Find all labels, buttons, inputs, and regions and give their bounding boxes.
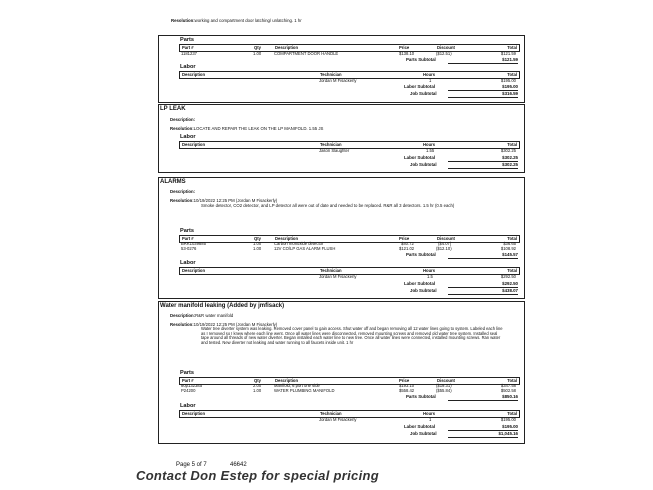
resolution-paragraph: Water tree diverter system was leaking. Removed cover panel to gain access. Shut water off and began removing all 12 water lines going to system. Labeled each line as I removed so I knew where each line went. Once all water lines were disconnected, removed mounting screws and removed old water tree system. Installed seal tape around all threads of new water diverter. Began installed each water line to new tree. Once all water lines were connected, installed mounting screws. Ran water and tested. New diverter not leaking and water running to all faucets inside unit. 1 hr (201, 326, 503, 345)
parts-subtotal-value: $145.57 (502, 252, 518, 257)
job-subtotal-label: Job Subtotal (410, 162, 437, 167)
labor-subtotal-value: $195.00 (502, 424, 518, 429)
job-subtotal-label: Job Subtotal (410, 431, 437, 436)
resolution-line: Resolution:LOCATE AND REPAIR THE LEAK ON THE LP MANIFOLD. 1.55 JS (170, 126, 324, 131)
labor-header-row: Description Technician Hours Total (179, 71, 520, 79)
job-subtotal-value: $302.25 (502, 162, 518, 167)
labor-subtotal-value: $195.00 (502, 84, 518, 89)
job-subtotal-value: $1,045.16 (498, 431, 518, 436)
underline (448, 400, 518, 401)
underline (448, 168, 518, 169)
job-subtotal-value: $316.59 (502, 91, 518, 96)
parts-subtotal-label: Parts Subtotal (406, 394, 436, 399)
labor-subtotal-value: $292.50 (502, 281, 518, 286)
document-number: 46642 (230, 462, 247, 468)
parts-title: Parts (180, 37, 194, 43)
job-title: ALARMS (160, 179, 186, 185)
labor-header-row: Description Technician Hours Total (179, 267, 520, 275)
watermark-contact-text: Contact Don Estep for special pricing (136, 468, 379, 483)
labor-subtotal-label: Labor Subtotal (404, 424, 435, 429)
labor-subtotal-value: $302.25 (502, 155, 518, 160)
underline (448, 63, 518, 64)
labor-subtotal-label: Labor Subtotal (404, 281, 435, 286)
description-label: Description: (170, 189, 196, 194)
description-label: Description: (170, 117, 196, 122)
labor-header-row: Description Technician Hours Total (179, 410, 520, 418)
labor-title: Labor (180, 260, 196, 266)
parts-title: Parts (180, 370, 194, 376)
parts-subtotal-value: $121.59 (502, 57, 518, 62)
job-subtotal-label: Job Subtotal (410, 91, 437, 96)
resolution-detail: Smoke detector, CO2 detector, and LP detector all were out of date and needed to be replaced. R&R all 3 detectors. 1.5 hr (0.5 each) (201, 203, 455, 208)
labor-title: Labor (180, 134, 196, 140)
job-title: Water manifold leaking (Added by jmfisack) (160, 303, 285, 309)
page-number: Page 5 of 7 (176, 462, 207, 468)
underline (448, 97, 518, 98)
underline (448, 294, 518, 295)
parts-title: Parts (180, 228, 194, 234)
labor-subtotal-label: Labor Subtotal (404, 155, 435, 160)
labor-subtotal-label: Labor Subtotal (404, 84, 435, 89)
parts-subtotal-value: $850.16 (502, 394, 518, 399)
job-subtotal-label: Job Subtotal (410, 288, 437, 293)
parts-header-row: Part # Qty Description Price Discount Total (179, 377, 520, 385)
resolution-line: Resolution:10/19/2022 12:25 PM (Jordan M Fisackerly) (170, 198, 278, 203)
resolution-line: Resolution:10/19/2022 12:25 PM (Jordan M Fisackerly) (170, 322, 278, 327)
resolution-line: Resolution:working and compartment door latching/ unlatching. 1 hr (171, 18, 302, 23)
parts-subtotal-label: Parts Subtotal (406, 252, 436, 257)
description-line: Description:R&R water manifold (170, 313, 234, 318)
job-title: LP LEAK (160, 106, 186, 112)
labor-header-row: Description Technician Hours Total (179, 141, 520, 149)
underline (448, 437, 518, 438)
parts-header-row: Part # Qty Description Price Discount Total (179, 44, 520, 52)
labor-title: Labor (180, 403, 196, 409)
parts-header-row: Part # Qty Description Price Discount Total (179, 235, 520, 243)
job-subtotal-value: $438.07 (502, 288, 518, 293)
underline (448, 258, 518, 259)
labor-title: Labor (180, 64, 196, 70)
parts-subtotal-label: Parts Subtotal (406, 57, 436, 62)
